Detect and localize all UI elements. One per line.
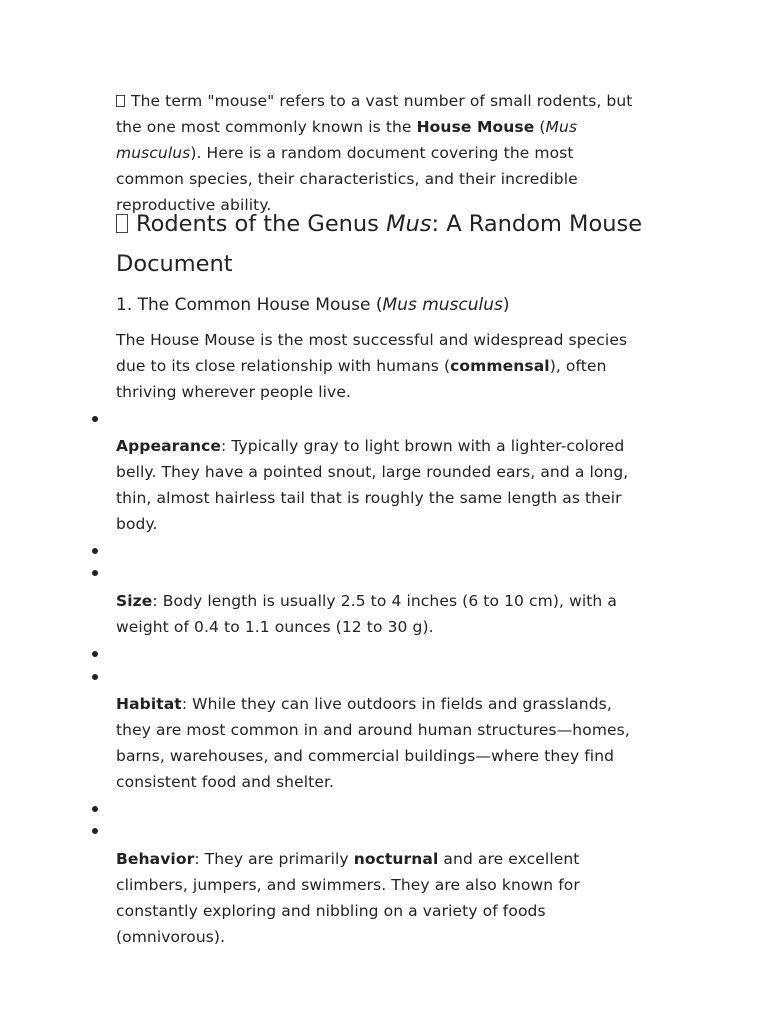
- title-after: : A Random Mouse Document: [116, 211, 643, 277]
- behavior-item: [116, 846, 646, 950]
- habitat-label: Habitat: [116, 695, 182, 713]
- list-bullet: [92, 651, 98, 657]
- appearance-item: [116, 433, 646, 537]
- nocturnal-term: nocturnal: [353, 850, 439, 868]
- section-heading: [116, 292, 646, 318]
- size-text: : Body length is usually 2.5 to 4 inches (6 to 10 cm), with a weight of 0.4 to 1.1 ounces (12 to 30 g).: [116, 592, 617, 636]
- intro-text-after: ). Here is a random document covering the most common species, their characteristics, and their incredible reproductive ability.: [116, 144, 578, 214]
- appearance-label: Appearance: [116, 437, 221, 455]
- commensal-term: commensal: [450, 357, 550, 375]
- list-bullet: [92, 828, 98, 834]
- house-mouse-term: House Mouse: [416, 118, 535, 136]
- section-heading-species: Mus musculus: [382, 295, 503, 315]
- title-genus: Mus: [386, 211, 432, 237]
- list-bullet: [92, 548, 98, 554]
- list-bullet: [92, 570, 98, 576]
- title-before: Rodents of the Genus: [136, 211, 387, 237]
- intro-paren-open: (: [534, 118, 546, 136]
- rodent-icon: [116, 214, 128, 233]
- section-heading-before: 1. The Common House Mouse (: [116, 295, 383, 315]
- section-heading-after: ): [502, 295, 510, 315]
- document-title: [116, 204, 646, 284]
- habitat-item: [116, 691, 646, 795]
- list-bullet: [92, 674, 98, 680]
- mouse-icon: [116, 95, 125, 107]
- intro-paragraph: [116, 88, 646, 218]
- section-intro-before: The House Mouse is the most successful and widespread species due to its close relationship with humans (: [116, 331, 628, 375]
- list-bullet: [92, 806, 98, 812]
- section-intro-after: ), often thriving wherever people live.: [116, 357, 607, 401]
- behavior-label: Behavior: [116, 850, 195, 868]
- size-label: Size: [116, 592, 153, 610]
- section-intro-paragraph: [116, 327, 646, 405]
- behavior-text-before: : They are primarily: [194, 850, 354, 868]
- size-item: [116, 588, 646, 640]
- appearance-text: : Typically gray to light brown with a lighter-colored belly. They have a pointed snout, large rounded ears, and a long, thin, almost hairless tail that is roughly the same length as their body.: [116, 437, 629, 533]
- habitat-text: : While they can live outdoors in fields and grasslands, they are most common in and around human structures—homes, barns, warehouses, and commercial buildings—where they find consistent food and shelter.: [116, 695, 630, 791]
- intro-species-name: Mus musculus: [116, 118, 578, 162]
- intro-text-before: The term "mouse" refers to a vast number of small rodents, but the one most commonly known is the: [116, 92, 633, 136]
- list-bullet: [92, 416, 98, 422]
- behavior-text-after: and are excellent climbers, jumpers, and swimmers. They are also known for constantly exploring and nibbling on a variety of foods (omnivorous).: [116, 850, 580, 946]
